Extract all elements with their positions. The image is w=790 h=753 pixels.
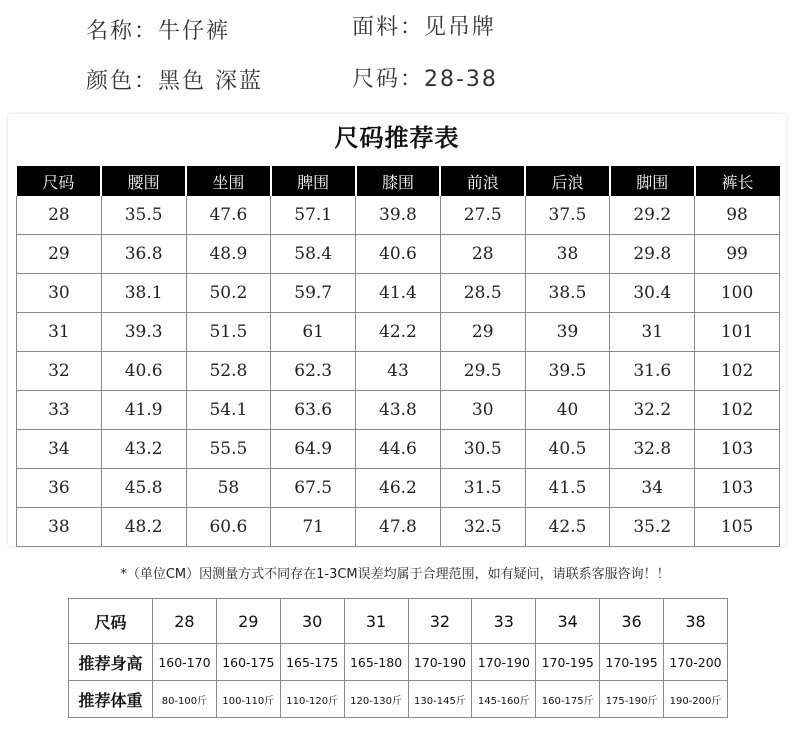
size-chart-cell: 52.8: [186, 352, 271, 391]
recommend-weight-cell: 160-175斤: [536, 681, 600, 718]
size-chart-cell: 31: [17, 313, 102, 352]
recommend-height-cell: 170-195: [600, 644, 664, 681]
size-chart-cell: 37.5: [525, 196, 610, 235]
header-cell: 尺码: [17, 166, 102, 196]
recommend-weight-row: [69, 681, 728, 718]
size-chart-cell: 34: [17, 430, 102, 469]
size-chart-cell: 51.5: [186, 313, 271, 352]
size-chart-cell: 39.3: [101, 313, 186, 352]
size-chart-cell: 30: [440, 391, 525, 430]
size-chart-cell: 29: [440, 313, 525, 352]
size-chart-cell: 30: [17, 274, 102, 313]
header-cell: 坐围: [186, 166, 271, 196]
size-chart-cell: 103: [695, 430, 780, 469]
size-chart-cell: 103: [695, 469, 780, 508]
size-chart-cell: 98: [695, 196, 780, 235]
size-chart-cell: 44.6: [356, 430, 441, 469]
size-chart-cell: 57.1: [271, 196, 356, 235]
recommend-height-cell: 160-170: [153, 644, 217, 681]
size-chart-cell: 40: [525, 391, 610, 430]
header-cell: 膝围: [356, 166, 441, 196]
size-chart-cell: 40.5: [525, 430, 610, 469]
size-chart-cell: 61: [271, 313, 356, 352]
size-chart-cell: 58.4: [271, 235, 356, 274]
size-chart-cell: 40.6: [101, 352, 186, 391]
header-cell: 后浪: [525, 166, 610, 196]
size-chart-cell: 45.8: [101, 469, 186, 508]
size-chart-cell: 60.6: [186, 508, 271, 547]
size-chart-row: [17, 352, 780, 391]
size-chart-cell: 33: [17, 391, 102, 430]
recommend-weight-cell: 80-100斤: [153, 681, 217, 718]
size-chart-cell: 29.8: [610, 235, 695, 274]
size-chart-cell: 28: [440, 235, 525, 274]
recommend-size-row: [69, 599, 728, 644]
recommend-weight-cell: 145-160斤: [472, 681, 536, 718]
product-fabric: 面料：见吊牌: [352, 15, 497, 40]
recommend-size-cell: 34: [536, 599, 600, 644]
size-chart-header-row: [17, 166, 780, 196]
recommend-weight-cell: 130-145斤: [408, 681, 472, 718]
size-chart-cell: 39.8: [356, 196, 441, 235]
size-chart-cell: 43: [356, 352, 441, 391]
size-chart-cell: 50.2: [186, 274, 271, 313]
recommend-size-cell: 31: [344, 599, 408, 644]
recommend-height-cell: 165-180: [344, 644, 408, 681]
recommend-weight-cell: 110-120斤: [280, 681, 344, 718]
recommend-size-cell: 32: [408, 599, 472, 644]
size-chart-row: [17, 508, 780, 547]
recommend-weight-cell: 190-200斤: [664, 681, 728, 718]
size-chart-cell: 47.8: [356, 508, 441, 547]
recommend-size-cell: 28: [153, 599, 217, 644]
product-size-range: 尺码：28-38: [352, 67, 498, 92]
size-chart-table: [16, 166, 780, 547]
size-chart-cell: 39: [525, 313, 610, 352]
product-name: 名称：牛仔裤: [86, 19, 231, 44]
recommend-size-cell: 38: [664, 599, 728, 644]
size-chart-cell: 39.5: [525, 352, 610, 391]
recommend-weight-label: 推荐体重: [69, 681, 153, 718]
size-chart-cell: 29.5: [440, 352, 525, 391]
header-cell: 裤长: [695, 166, 780, 196]
size-chart-cell: 48.2: [101, 508, 186, 547]
size-chart-panel: [8, 114, 786, 546]
header-cell: 腰围: [101, 166, 186, 196]
size-chart-cell: 27.5: [440, 196, 525, 235]
recommend-size-cell: 36: [600, 599, 664, 644]
size-chart-cell: 40.6: [356, 235, 441, 274]
measurement-note: *（单位CM）因测量方式不同存在1-3CM误差均属于合理范围，如有疑问，请联系客服咨询！！: [120, 567, 670, 582]
size-chart-cell: 32: [17, 352, 102, 391]
size-chart-row: [17, 430, 780, 469]
recommend-height-label: 推荐身高: [69, 644, 153, 681]
size-chart-cell: 30.5: [440, 430, 525, 469]
size-chart-cell: 35.2: [610, 508, 695, 547]
size-chart-title: 尺码推荐表: [334, 124, 460, 152]
size-chart-cell: 47.6: [186, 196, 271, 235]
recommend-height-row: [69, 644, 728, 681]
size-chart-cell: 55.5: [186, 430, 271, 469]
size-chart-cell: 42.2: [356, 313, 441, 352]
size-chart-row: [17, 235, 780, 274]
size-chart-cell: 102: [695, 352, 780, 391]
size-chart-cell: 48.9: [186, 235, 271, 274]
recommend-weight-cell: 120-130斤: [344, 681, 408, 718]
size-chart-row: [17, 469, 780, 508]
size-chart-cell: 38: [17, 508, 102, 547]
size-chart-cell: 28: [17, 196, 102, 235]
recommend-weight-cell: 175-190斤: [600, 681, 664, 718]
recommend-height-cell: 170-190: [408, 644, 472, 681]
size-chart-cell: 63.6: [271, 391, 356, 430]
header-cell: 脾围: [271, 166, 356, 196]
recommend-weight-cell: 100-110斤: [216, 681, 280, 718]
size-chart-cell: 29.2: [610, 196, 695, 235]
recommend-size-cell: 30: [280, 599, 344, 644]
size-chart-cell: 32.2: [610, 391, 695, 430]
size-chart-cell: 100: [695, 274, 780, 313]
size-chart-cell: 43.8: [356, 391, 441, 430]
recommend-size-cell: 33: [472, 599, 536, 644]
size-chart-cell: 36.8: [101, 235, 186, 274]
size-chart-cell: 32.5: [440, 508, 525, 547]
size-chart-cell: 28.5: [440, 274, 525, 313]
size-chart-cell: 31.5: [440, 469, 525, 508]
size-chart-cell: 54.1: [186, 391, 271, 430]
size-chart-cell: 31.6: [610, 352, 695, 391]
size-chart-row: [17, 196, 780, 235]
size-chart-cell: 29: [17, 235, 102, 274]
size-chart-cell: 41.4: [356, 274, 441, 313]
size-chart-cell: 42.5: [525, 508, 610, 547]
size-chart-cell: 58: [186, 469, 271, 508]
product-color: 颜色：黑色 深蓝: [86, 69, 263, 94]
recommend-height-cell: 170-195: [536, 644, 600, 681]
size-chart-cell: 41.9: [101, 391, 186, 430]
size-chart-cell: 59.7: [271, 274, 356, 313]
size-chart-cell: 102: [695, 391, 780, 430]
size-chart-cell: 36: [17, 469, 102, 508]
size-chart-cell: 71: [271, 508, 356, 547]
recommend-size-cell: 29: [216, 599, 280, 644]
size-chart-row: [17, 313, 780, 352]
size-chart-cell: 46.2: [356, 469, 441, 508]
size-chart-cell: 67.5: [271, 469, 356, 508]
size-chart-cell: 38.1: [101, 274, 186, 313]
size-chart-cell: 35.5: [101, 196, 186, 235]
recommendation-table: [68, 598, 728, 718]
recommend-height-cell: 170-190: [472, 644, 536, 681]
header-cell: 前浪: [440, 166, 525, 196]
size-chart-cell: 43.2: [101, 430, 186, 469]
size-chart-cell: 38.5: [525, 274, 610, 313]
size-chart-cell: 64.9: [271, 430, 356, 469]
size-chart-row: [17, 391, 780, 430]
recommend-height-cell: 160-175: [216, 644, 280, 681]
size-chart-cell: 32.8: [610, 430, 695, 469]
recommend-height-cell: 165-175: [280, 644, 344, 681]
size-chart-cell: 30.4: [610, 274, 695, 313]
size-chart-cell: 41.5: [525, 469, 610, 508]
size-chart-cell: 101: [695, 313, 780, 352]
size-chart-cell: 31: [610, 313, 695, 352]
header-cell: 脚围: [610, 166, 695, 196]
size-chart-cell: 34: [610, 469, 695, 508]
size-chart-cell: 62.3: [271, 352, 356, 391]
size-chart-cell: 38: [525, 235, 610, 274]
recommend-height-cell: 170-200: [664, 644, 728, 681]
size-chart-cell: 99: [695, 235, 780, 274]
size-chart-row: [17, 274, 780, 313]
size-chart-cell: 105: [695, 508, 780, 547]
recommend-size-label: 尺码: [69, 599, 153, 644]
